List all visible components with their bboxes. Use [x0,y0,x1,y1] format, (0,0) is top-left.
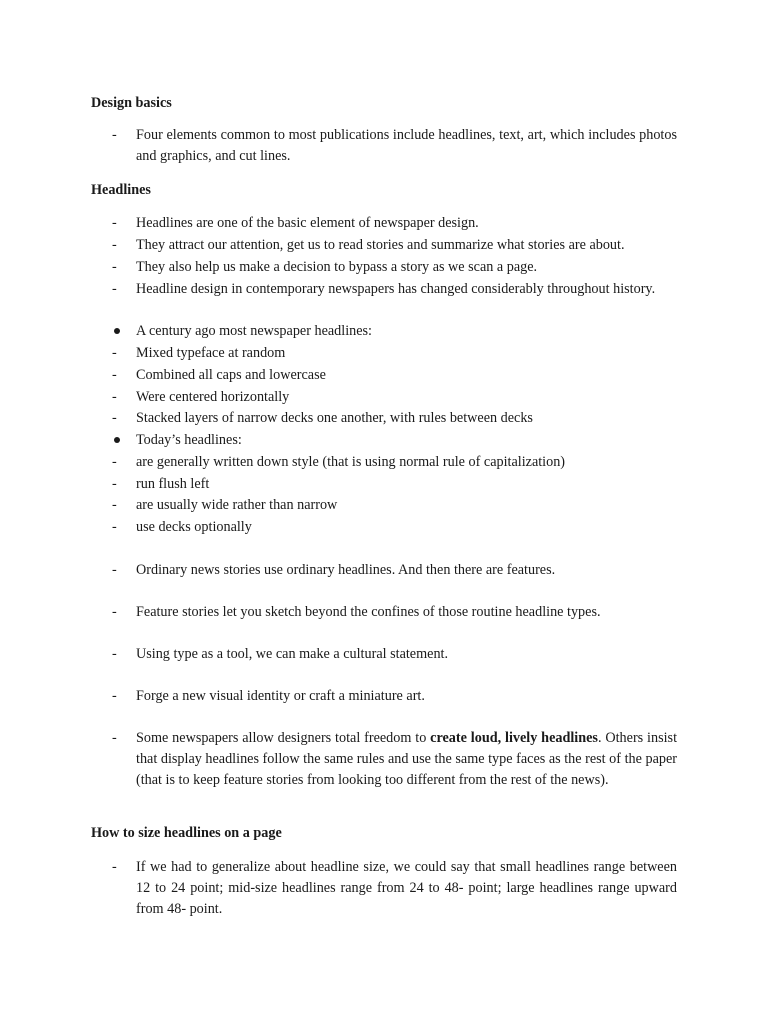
list-item-text: A century ago most newspaper headlines: [136,323,372,339]
list-item-text: Were centered horizontally [136,389,290,405]
section-heading-design-basics: Design basics [91,95,172,111]
list-item [112,602,677,623]
list-item [112,235,677,256]
bullet-dot-icon [114,328,120,334]
list-item-text: Feature stories let you sketch beyond the confines of those routine headline types. [136,604,601,620]
section-heading-headlines: Headlines [91,182,151,198]
list-item [112,387,677,408]
list-item [112,343,677,364]
list-item [112,495,677,516]
list-item [112,365,677,386]
dash-marker: - [112,730,117,746]
list-item [112,257,677,278]
list-item [112,125,677,167]
list-item-text: Four elements common to most publications include headlines, text, art, which includes photos and graphics, and cut lines. [136,127,677,164]
list-item [112,321,677,342]
dash-marker: - [112,367,117,383]
list-item-text: are usually wide rather than narrow [136,497,338,513]
dash-marker: - [112,237,117,253]
list-item-text: Today’s headlines: [136,432,242,448]
list-item-text: Ordinary news stories use ordinary headlines. And then there are features. [136,562,556,578]
freedom-text-start: Some newspapers allow designers total freedom to [136,730,431,746]
freedom-text-end: . Others insist that display headlines follow the same rules and use the same type faces as the rest of the paper (that is to keep feature stories from looking too different from the rest of the news). [136,730,678,788]
list-item [112,213,677,234]
list-item [112,474,677,495]
list-item [112,560,677,581]
list-item-text: are generally written down style (that is using normal rule of capitalization) [136,454,566,470]
list-item-text: Using type as a tool, we can make a cultural statement. [136,646,449,662]
list-item [112,408,677,429]
dash-marker: - [112,345,117,361]
dash-marker: - [112,562,117,578]
list-item-text: run flush left [136,476,210,492]
list-item-text: Stacked layers of narrow decks one another, with rules between decks [136,410,533,426]
list-item-text: Headline design in contemporary newspapers has changed considerably throughout history. [136,281,656,297]
list-item-text: They attract our attention, get us to read stories and summarize what stories are about. [136,237,625,253]
dash-marker: - [112,688,117,704]
list-item [112,644,677,665]
dash-marker: - [112,497,117,513]
dash-marker: - [112,259,117,275]
list-item [112,517,677,538]
list-item-text [136,728,677,791]
list-item-text: Headlines are one of the basic element of newspaper design. [136,215,479,231]
dash-marker: - [112,604,117,620]
list-item-text: use decks optionally [136,519,252,535]
list-item-text: They also help us make a decision to bypass a story as we scan a page. [136,259,538,275]
section-heading-sizing: How to size headlines on a page [91,825,282,841]
dash-marker: - [112,281,117,297]
list-item [112,279,677,300]
dash-marker: - [112,389,117,405]
dash-marker: - [112,215,117,231]
dash-marker: - [112,859,117,875]
dash-marker: - [112,519,117,535]
list-item [112,857,677,920]
list-item [112,728,677,791]
dash-marker: - [112,646,117,662]
dash-marker: - [112,127,117,143]
dash-marker: - [112,476,117,492]
dash-marker: - [112,410,117,426]
list-item [112,452,677,473]
emphasis-text: create loud, lively headlines [430,730,598,746]
list-item [112,430,677,451]
list-item-text: If we had to generalize about headline size, we could say that small headlines range between 12 to 24 point; mid-size headlines range from 24 to 48- point; large headlines range upward from 48- point. [136,859,677,917]
list-item [112,686,677,707]
list-item-text: Combined all caps and lowercase [136,367,326,383]
list-item-text: Mixed typeface at random [136,345,286,361]
list-item-text: Forge a new visual identity or craft a miniature art. [136,688,425,704]
dash-marker: - [112,454,117,470]
bullet-dot-icon [114,437,120,443]
